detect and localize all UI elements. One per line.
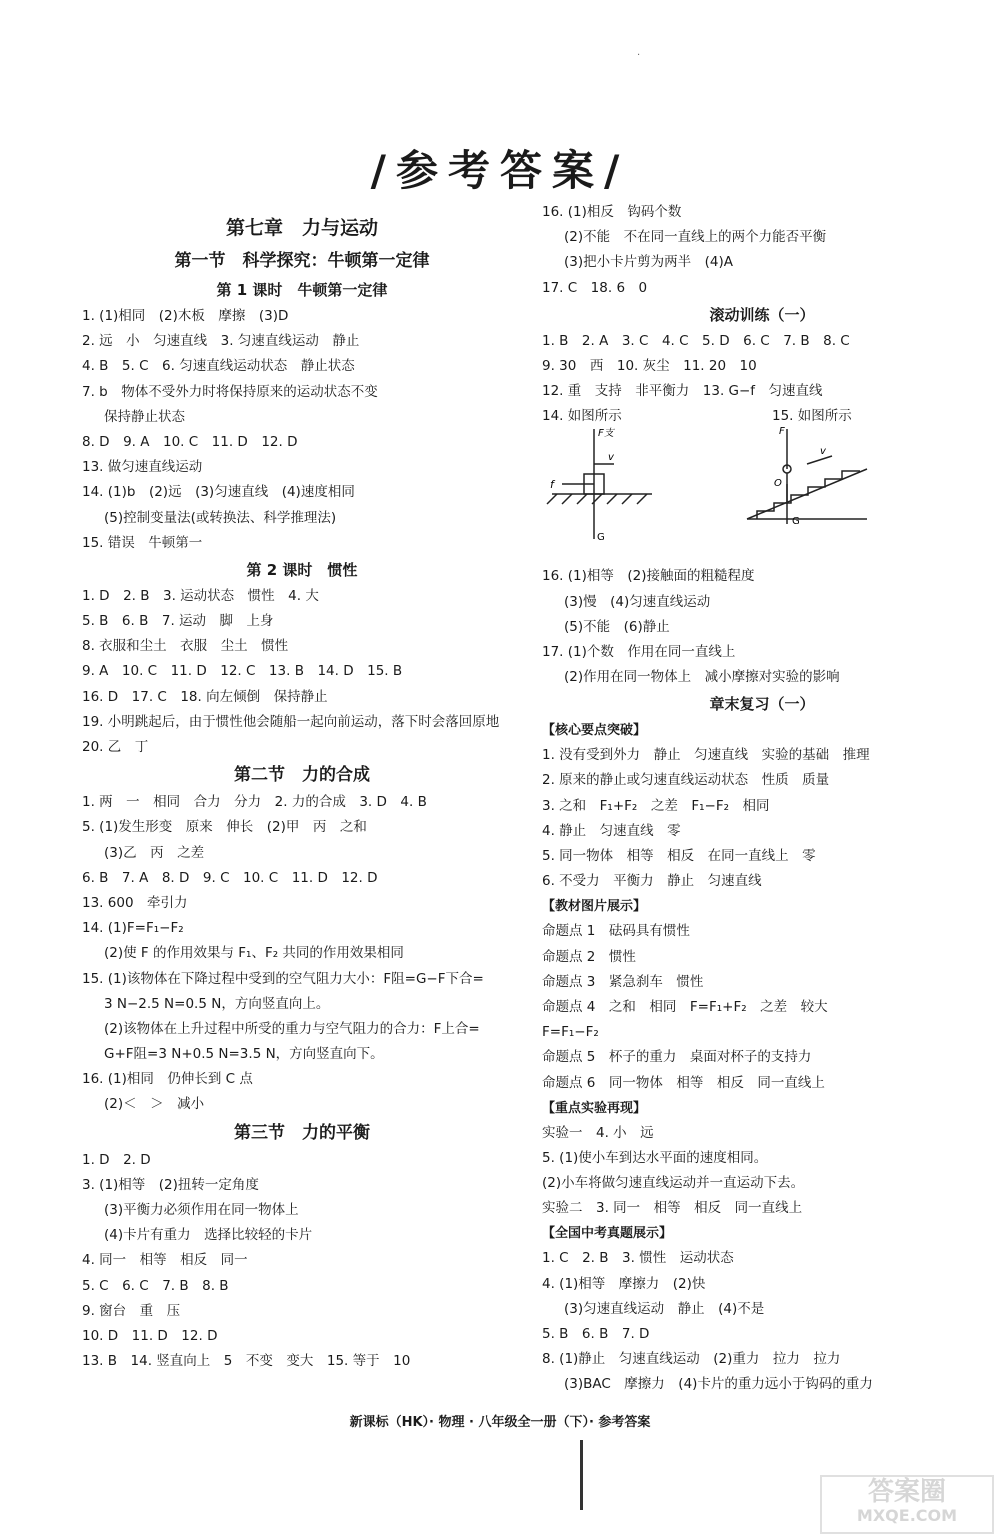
answer-line: 2. 原来的静止或匀速直线运动状态 性质 质量	[542, 772, 830, 789]
answer-line: 1. 没有受到外力 静止 匀速直线 实验的基础 推理	[542, 747, 870, 764]
label-v15: v	[820, 446, 826, 458]
answer-line: 9. A 10. C 11. D 12. C 13. B 14. D 15. B	[82, 663, 403, 680]
answer-line: 20. 乙 丁	[82, 739, 149, 755]
answer-line-indent: (2)作用在同一物体上 减小摩擦对实验的影响	[564, 669, 840, 686]
answer-line: 命题点 6 同一物体 相等 相反 同一直线上	[542, 1074, 825, 1091]
label-v14: v	[608, 452, 614, 464]
answer-line-indent: (3)把小卡片剪为两半 (4)A	[564, 254, 733, 271]
answer-line: 3. (1)相等 (2)扭转一定角度	[82, 1176, 259, 1193]
answer-line: 实验二 3. 同一 相等 相反 同一直线上	[542, 1200, 803, 1217]
answer-line: 16. (1)相同 仍伸长到 C 点	[82, 1071, 253, 1088]
answer-line: 15. (1)该物体在下降过程中受到的空气阻力大小：F阻=G−F下合=	[82, 970, 484, 987]
answer-line: 1. B 2. A 3. C 4. C 5. D 6. C 7. B 8. C	[542, 332, 850, 349]
lesson-heading: 章末复习（一）	[709, 695, 815, 714]
answer-line: 9. 窗台 重 压	[82, 1302, 181, 1319]
label-g15: G	[792, 516, 800, 528]
footer: 新课标（HK）· 物理 · 八年级全一册（下）· 参考答案	[349, 1415, 651, 1430]
answer-line-indent: (3)BAC 摩擦力 (4)卡片的重力远小于钩码的重力	[564, 1376, 873, 1393]
answer-line-indent: (3)匀速直线运动 静止 (4)不是	[564, 1300, 765, 1317]
answer-line: 命题点 3 紧急刹车 惯性	[542, 973, 704, 990]
answer-line: 5. (1)发生形变 原来 伸长 (2)甲 丙 之和	[82, 819, 367, 836]
watermark-logo	[820, 1475, 994, 1534]
answer-line-indent: (3)平衡力必须作用在同一物体上	[104, 1202, 299, 1218]
answer-line: 4. (1)相等 摩擦力 (2)快	[542, 1275, 706, 1292]
label-fs: F支	[598, 428, 614, 440]
chapter-heading: 第七章 力与运动	[225, 217, 378, 239]
section-heading: 第二节 力的合成	[234, 765, 370, 786]
figure-14	[547, 429, 652, 539]
answer-line: 5. (1)使小车到达水平面的速度相同。	[542, 1149, 768, 1166]
figure-label-15: 15. 如图所示	[772, 408, 852, 425]
figures	[542, 426, 982, 564]
block-heading: 【核心要点突破】	[542, 723, 647, 739]
answer-line: 9. 30 西 10. 灰尘 11. 20 10	[542, 357, 757, 374]
answer-line: 4. 静止 匀速直线 零	[542, 822, 681, 839]
answer-line: 14. (1)F=F₁−F₂	[82, 920, 184, 937]
figure-label-14: 14. 如图所示	[542, 408, 622, 425]
scan-dot: ·	[637, 50, 641, 61]
answer-line-indent: (2)使 F 的作用效果与 F₁、F₂ 共同的作用效果相同	[104, 945, 404, 962]
answer-line: 命题点 2 惯性	[542, 948, 636, 965]
block-heading: 【重点实验再现】	[542, 1100, 647, 1116]
answer-line: 4. 同一 相等 相反 同一	[82, 1252, 248, 1269]
left-column	[82, 210, 522, 1374]
answer-line: 8. 衣服和尘土 衣服 尘土 惯性	[82, 638, 289, 655]
answer-line: 7. b 物体不受外力时将保持原来的运动状态不变	[82, 383, 378, 400]
label-F: F	[779, 426, 785, 438]
answer-line: 1. D 2. B 3. 运动状态 惯性 4. 大	[82, 587, 319, 604]
answer-line: 5. 同一物体 相等 相反 在同一直线上 零	[542, 848, 816, 864]
answer-line: 17. C 18. 6 0	[542, 279, 648, 296]
block-heading: 【全国中考真题展示】	[542, 1226, 673, 1242]
answer-line-indent: (4)卡片有重力 选择比较轻的卡片	[104, 1227, 313, 1244]
answer-line: 1. D 2. D	[82, 1151, 151, 1168]
answer-line: 17. (1)个数 作用在同一直线上	[542, 643, 736, 660]
answer-line: 1. C 2. B 3. 惯性 运动状态	[542, 1250, 734, 1267]
section-heading: 第一节 科学探究：牛顿第一定律	[174, 251, 430, 271]
lesson-heading: 第 1 课时 牛顿第一定律	[216, 281, 388, 299]
right-column-bottom	[542, 564, 982, 1397]
answer-line: 命题点 4 之和 相同 F=F₁+F₂ 之差 较大	[542, 998, 828, 1015]
answer-line: (2)小车将做匀速直线运动并一直运动下去。	[542, 1175, 805, 1192]
answer-line: 5. B 6. B 7. 运动 脚 上身	[82, 613, 274, 630]
answer-line: 5. B 6. B 7. D	[542, 1326, 650, 1342]
answer-line-indent: G+F阻=3 N+0.5 N=3.5 N，方向竖直向下。	[104, 1046, 384, 1063]
right-column-top	[542, 200, 982, 404]
answer-line-indent: (2)＜ ＞ 减小	[104, 1096, 205, 1113]
answer-line: 19. 小明跳起后，由于惯性他会随船一起向前运动，落下时会落回原地	[82, 713, 500, 730]
answer-line: 命题点 5 杯子的重力 桌面对杯子的支持力	[542, 1049, 812, 1066]
answer-line: 1. 两 一 相同 合力 分力 2. 力的合成 3. D 4. B	[82, 794, 427, 811]
answer-line: F=F₁−F₂	[542, 1024, 599, 1041]
answer-line-indent: 3 N−2.5 N=0.5 N，方向竖直向上。	[104, 995, 330, 1012]
answer-line-indent: (3)慢 (4)匀速直线运动	[564, 593, 711, 610]
scan-bar	[580, 1440, 583, 1510]
lesson-heading: 第 2 课时 惯性	[246, 560, 358, 579]
watermark-sub: MXQE.COM	[856, 1506, 958, 1525]
answer-line: 6. B 7. A 8. D 9. C 10. C 11. D 12. D	[82, 869, 378, 886]
answer-line: 12. 重 支持 非平衡力 13. G−f 匀速直线	[542, 383, 823, 400]
page-title: /参考答案/	[370, 146, 630, 195]
answer-line: 15. 错误 牛顿第一	[82, 534, 203, 551]
watermark-main: 答案圈	[867, 1477, 946, 1507]
label-O: O	[774, 478, 782, 490]
force-diagrams	[542, 424, 982, 544]
answer-line: 16. D 17. C 18. 向左倾倒 保持静止	[82, 688, 328, 705]
answer-line: 5. C 6. C 7. B 8. B	[82, 1277, 229, 1294]
answer-line: 13. B 14. 竖直向上 5 不变 变大 15. 等于 10	[82, 1353, 411, 1370]
answer-line-indent: (2)该物体在上升过程中所受的重力与空气阻力的合力：F上合=	[104, 1020, 480, 1037]
answer-line: 6. 不受力 平衡力 静止 匀速直线	[542, 873, 762, 890]
answer-line-indent: (3)乙 丙 之差	[104, 844, 205, 861]
section-heading: 第三节 力的平衡	[234, 1122, 370, 1143]
answer-line: 16. (1)相反 钩码个数	[542, 204, 682, 220]
answer-line: 13. 600 牵引力	[82, 894, 188, 911]
answer-line-indent: 保持静止状态	[104, 408, 185, 425]
answer-line: 3. 之和 F₁+F₂ 之差 F₁−F₂ 相同	[542, 797, 770, 814]
answer-line: 1. (1)相同 (2)木板 摩擦 (3)D	[82, 308, 289, 324]
label-g14: G	[597, 532, 605, 544]
answer-line: 13. 做匀速直线运动	[82, 459, 203, 476]
answer-line: 10. D 11. D 12. D	[82, 1327, 218, 1344]
answer-line: 8. D 9. A 10. C 11. D 12. D	[82, 433, 298, 450]
answer-line: 14. (1)b (2)远 (3)匀速直线 (4)速度相同	[82, 484, 355, 501]
answer-line: 实验一 4. 小 远	[542, 1124, 654, 1141]
label-f: f	[550, 478, 554, 492]
answer-line: 2. 远 小 匀速直线 3. 匀速直线运动 静止	[82, 333, 360, 350]
answer-line-indent: (5)控制变量法(或转换法、科学推理法)	[104, 509, 337, 526]
figure-15	[747, 429, 867, 524]
answer-line: 4. B 5. C 6. 匀速直线运动状态 静止状态	[82, 358, 355, 375]
answer-line-indent: (2)不能 不在同一直线上的两个力能否平衡	[564, 229, 827, 246]
answer-line-indent: (5)不能 (6)静止	[564, 618, 670, 635]
right-column	[542, 200, 982, 1398]
answer-line: 8. (1)静止 匀速直线运动 (2)重力 拉力 拉力	[542, 1351, 841, 1368]
answer-line: 16. (1)相等 (2)接触面的粗糙程度	[542, 568, 755, 585]
answer-line: 命题点 1 砝码具有惯性	[542, 923, 690, 940]
lesson-heading: 滚动训练（一）	[709, 305, 815, 324]
block-heading: 【教材图片展示】	[542, 899, 647, 915]
velocity-15-arrow	[807, 456, 832, 464]
